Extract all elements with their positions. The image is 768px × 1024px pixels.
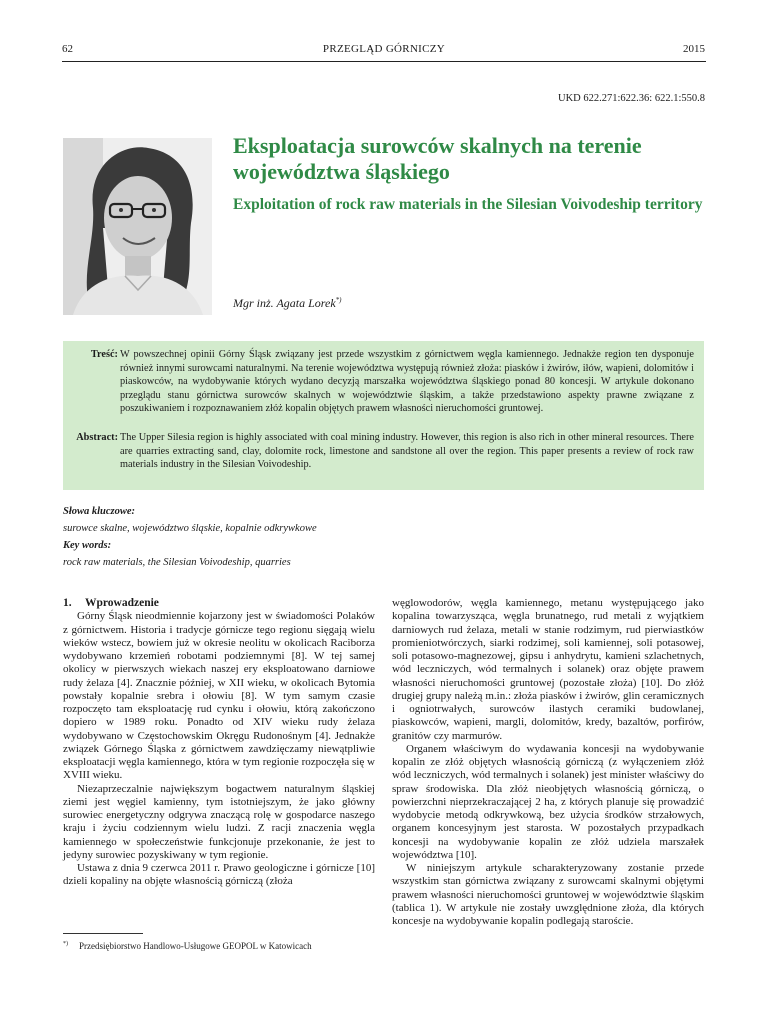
abstract-polish [72, 348, 694, 416]
paragraph: Ustawa z dnia 9 czerwca 2011 r. Prawo geologiczne i górnicze [10] dzieli kopaliny na objęte własnością górniczą (złoża [63, 862, 375, 888]
article-title-english: Exploitation of rock raw materials in the Silesian Voivodeship territory [233, 196, 703, 213]
paragraph: Organem właściwym do wydawania koncesji na wydobywanie kopalin ze złóż objętych własnością górniczą (z wyłączeniem złóż wód leczniczych, wód termalnych i solanek) jest minister właściwy do spraw środowiska. Dla złóż nieobjętych własnością górniczą, o powierzchni nieprzekraczającej 2 ha, z których planuje się prowadzić wydobycie metodą odkrywkową, bez użycia środków strzałowych, organem koncesyjnym jest starosta. W pozostałych przypadkach koncesji na wydobywanie kopalin ze złóż udziela marszałek województwa [10]. [392, 742, 704, 861]
article-title-polish: Eksploatacja surowców skalnych na terenie województwa śląskiego [233, 133, 642, 184]
keywords-english-label: Key words: [63, 540, 112, 551]
paragraph: węglowodorów, węgla kamiennego, metanu występującego jako kopalina towarzysząca, węgla brunatnego, rud metali z wyjątkiem darniowych rud żelaza, metali w stanie rodzimym, rud pierwiastków promieniotwórczych, siarki rodzimej, soli kamiennej, soli potasowej, soli potasowo-magnezowej, gipsu i anhydrytu, kamieni szlachetnych, wód leczniczych, wód termalnych i solanek) oraz objęte prawem własności nieruchomości gruntowej (pozostałe złoża) [10]. Do złóż drugiej grupy należą m.in.: złoża piasków i żwirów, glin ceramicznych i ogniotrwałych, surowców ilastych ceramiki budowlanej, piaskowców, wapieni, margli, dolomitów, kredy, bazaltów, porfirów, granitów czy marmurów. [392, 597, 704, 742]
ukd-classification: UKD 622.271:622.36: 622.1:550.8 [558, 93, 705, 104]
author-line [233, 296, 342, 311]
journal-name: PRZEGLĄD GÓRNICZY [322, 43, 446, 55]
author-footnote-marker: *) [335, 296, 342, 304]
footnote-text: Przedsiębiorstwo Handlowo-Usługowe GEOPOL w Katowicach [79, 941, 312, 951]
paragraph: Niezaprzeczalnie największym bogactwem naturalnym śląskiej ziemi jest węgiel kamienny, tym istotniejszym, że jako główny surowiec energetyczny odgrywa znaczącą rolę w gospodarce naszego kraju i życiu codziennym wielu ludzi. Z racji znaczenia węgla kamiennego w społeczeństwie funkcjonuje przekonanie, że jest to jedyny surowiec pozyskiwany w tym regionie. [63, 782, 375, 861]
header-rule [62, 61, 706, 62]
footnote [63, 941, 312, 951]
keywords-polish-text: surowce skalne, województwo śląskie, kopalnie odkrywkowe [63, 523, 317, 534]
abstract-english-text: The Upper Silesia region is highly associated with coal mining industry. However, this region is also rich in other mineral resources. There are quarries extracting sand, clay, dolomite rock, limestone and sandstone all over the region. This paper presents a review of rock raw materials industry in the Silesian Voivodeship. [120, 432, 694, 471]
abstract-english [72, 431, 694, 472]
author-name: Mgr inż. Agata Lorek [233, 296, 336, 310]
abstract-english-label: Abstract: [76, 432, 118, 443]
abstract-polish-label: Treść: [90, 349, 118, 360]
paragraph: Górny Śląsk nieodmiennie kojarzony jest w świadomości Polaków z górnictwem. Historia i tradycje górnicze tego regionu sięgają wielu wieków wstecz, bowiem już w okresie neolitu w okolicach Raciborza wydobywano krzemień robotami podziemnymi [8]. W tej samej okolicy w pierwszych wiekach naszej ery eksploatowano darniowe rudy żelaza [4]. Znacznie później, w XII wieku, w okolicach Bytomia powstały kopalnie srebra i ołowiu [8]. W tym samym czasie rozpoczęto tam eksploatację rud cynku i ołowiu, którą zakończono dopiero w 1989 roku. Ponadto od XIV wieku rudy żelaza wydobywano w Częstochowskim Okręgu Rudonośnym [4]. Jednakże związek Górnego Śląska z górnictwem zawdzięczamy niewątpliwie eksploatacji węgla kamiennego, która w tym regionie rozpoczęła się w XVIII wieku. [63, 610, 375, 782]
footnote-rule [63, 933, 143, 934]
section-number: 1. [63, 597, 72, 609]
page-number: 62 [62, 43, 73, 55]
section-title: Wprowadzenie [85, 597, 159, 609]
section-heading [63, 597, 375, 610]
body-column-left [63, 597, 375, 889]
body-column-right [392, 597, 704, 928]
journal-year: 2015 [683, 43, 705, 55]
keywords-polish-label: Słowa kluczowe: [63, 506, 136, 517]
paragraph: W niniejszym artykule scharakteryzowany zostanie przede wszystkim stan górnictwa związany z surowcami skalnymi objętymi prawem własności nieruchomości gruntowej w województwie śląskim (tablica 1). W artykule nie zostały uwzględnione złoża, dla których koncesje na wydobywanie kopalin podlegają staroście. [392, 862, 704, 927]
author-photo [63, 138, 212, 315]
abstract-polish-text: W powszechnej opinii Górny Śląsk związany jest przede wszystkim z górnictwem węgla kamiennego. Jednakże region ten dysponuje również innymi surowcami naturalnymi. Na terenie województwa występują również złoża: piasków i żwirów, iłów, wapieni, dolomitów i piaskowców, na wydobywanie których wydano decyzją marszałka województwa śląskiego ponad 80 koncesji. W artykule dokonano przeglądu stanu górnictwa surowców skalnych w województwie śląskim, a także przedstawiono aspekty prawne związane z poszukiwaniem i rozpoznawaniem złóż kopalin objętych prawem własności nieruchomości gruntowej. [120, 349, 694, 415]
keywords-english-text: rock raw materials, the Silesian Voivodeship, quarries [63, 557, 291, 568]
footnote-marker: *) [63, 941, 68, 947]
